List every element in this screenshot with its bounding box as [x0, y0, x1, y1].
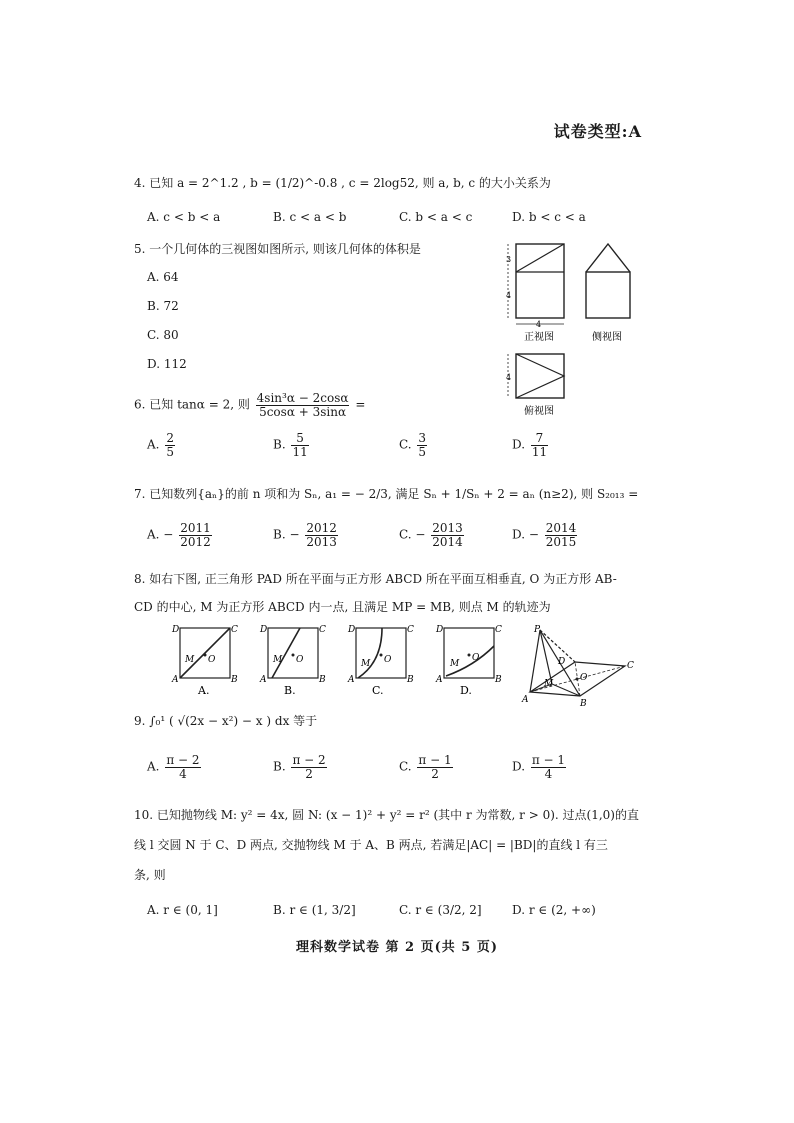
- q5-option-d: D. 112: [147, 357, 187, 371]
- q9-option-b-label: B.: [273, 759, 286, 774]
- q6-option-b-label: B.: [273, 437, 286, 452]
- fig-a-a: A: [172, 675, 179, 685]
- q6-fraction: [256, 392, 350, 418]
- q8-fig-b-label: B.: [284, 684, 296, 697]
- q9-stem: 9. ∫₀¹ ( √(2x − x²) − x ) dx 等于: [134, 714, 318, 728]
- q9-option-c: [399, 754, 455, 780]
- side-view-label: 侧视图: [592, 332, 622, 343]
- fig3d-m: M: [544, 679, 554, 689]
- fig3d-d: D: [558, 657, 566, 667]
- q4-option-c: C. b < a < c: [399, 210, 473, 224]
- q10-option-c: C. r ∈ (3/2, 2]: [399, 903, 482, 917]
- q10-option-b: B. r ∈ (1, 3/2]: [273, 903, 356, 917]
- q4-option-b: B. c < a < b: [273, 210, 347, 224]
- fig-c-b: B: [407, 675, 414, 685]
- fig-d-a: A: [436, 675, 443, 685]
- q7-c-num: 2013: [432, 521, 463, 535]
- q7-option-b: [273, 522, 340, 548]
- q7-option-d-label: D. −: [512, 527, 539, 542]
- q6-option-d-label: D.: [512, 437, 526, 452]
- q5-option-c: C. 80: [147, 328, 179, 342]
- q6-c-den: 5: [418, 444, 427, 459]
- q9-c-num: π − 1: [418, 753, 452, 767]
- q6-option-a: [147, 432, 177, 458]
- fig3d-o: O: [580, 673, 588, 683]
- q8-fig-a: [171, 625, 238, 685]
- front-view-label: 正视图: [524, 332, 554, 343]
- q7-option-a-label: A. −: [147, 527, 174, 542]
- q6-denominator: 5cosα + 3sinα: [259, 404, 347, 419]
- q9-a-num: π − 2: [166, 753, 200, 767]
- fig-b-o: O: [296, 655, 304, 665]
- q4-option-a: A. c < b < a: [147, 210, 221, 224]
- q6-option-d: [512, 432, 550, 458]
- q6-d-num: 7: [531, 432, 548, 446]
- fig-b-b: B: [319, 675, 326, 685]
- q7-stem: 7. 已知数列{aₙ}的前 n 项和为 Sₙ, a₁ = − 2/3, 满足 Sₙ + 1/Sₙ + 2 = aₙ (n≥2), 则 S₂₀₁₃ =: [134, 487, 639, 501]
- q9-a-den: 4: [179, 766, 187, 781]
- fig-c-o: O: [384, 655, 392, 665]
- q7-option-a: [147, 522, 214, 548]
- q6-b-num: 5: [291, 432, 308, 446]
- q7-d-num: 2014: [545, 521, 577, 535]
- fig-d-c: C: [495, 625, 502, 635]
- q10-line2: 线 l 交圆 N 于 C、D 两点, 交抛物线 M 于 A、B 两点, 若满足|AC| = |BD|的直线 l 有三: [134, 838, 608, 852]
- q10-option-d: D. r ∈ (2, +∞): [512, 903, 596, 917]
- q5-option-a: A. 64: [147, 270, 179, 284]
- fig-a-o: O: [208, 655, 216, 665]
- q9-b-num: π − 2: [292, 753, 326, 767]
- q10-line1: 10. 已知抛物线 M: y² = 4x, 圆 N: (x − 1)² + y² = r² (其中 r 为常数, r > 0). 过点(1,0)的直: [134, 808, 639, 822]
- fig-a-c: C: [231, 625, 238, 635]
- q7-option-d: [512, 522, 579, 548]
- q5-option-b: B. 72: [147, 299, 179, 313]
- q8-line1: 8. 如右下图, 正三角形 PAD 所在平面与正方形 ABCD 所在平面互相垂直, O 为正方形 AB-: [134, 572, 617, 586]
- fig3d-c: C: [627, 661, 634, 671]
- q4-option-d: D. b < c < a: [512, 210, 586, 224]
- q6-b-den: 11: [292, 444, 308, 459]
- q8-fig-c-label: C.: [372, 684, 384, 697]
- q6-option-a-label: A.: [147, 437, 160, 452]
- side-view: [586, 244, 630, 318]
- q6-option-c: [399, 432, 429, 458]
- q8-3d-figure: [521, 625, 634, 709]
- fig3d-b: B: [580, 699, 587, 709]
- q8-fig-c: [347, 625, 414, 685]
- top-view-label: 俯视图: [524, 406, 554, 417]
- fig-b-c: C: [319, 625, 326, 635]
- q6-prefix: 6. 已知 tanα = 2, 则: [134, 397, 250, 412]
- dim-3: 3: [506, 255, 512, 264]
- q10-option-a: A. r ∈ (0, 1]: [147, 903, 218, 917]
- fig-d-m: M: [450, 659, 460, 669]
- fig3d-p: P: [534, 625, 541, 635]
- q6-suffix: =: [355, 397, 366, 412]
- q7-option-c: [399, 522, 466, 548]
- q9-option-b: [273, 754, 329, 780]
- q7-c-den: 2014: [432, 534, 463, 549]
- q8-fig-a-label: A.: [198, 684, 210, 697]
- q8-fig-b: [259, 625, 326, 685]
- q4-stem: 4. 已知 a = 2^1.2 , b = (1/2)^-0.8 , c = 2log52, 则 a, b, c 的大小关系为: [134, 176, 551, 190]
- q6-option-b: [273, 432, 311, 458]
- front-view: [508, 244, 564, 324]
- top-view: [508, 354, 564, 398]
- fig-b-a: A: [260, 675, 267, 685]
- q6-a-num: 2: [166, 431, 174, 445]
- fig-c-a: A: [348, 675, 355, 685]
- fig-d-b: B: [495, 675, 502, 685]
- fig-a-d: D: [172, 625, 180, 635]
- dim-4-front-width: 4: [536, 320, 542, 329]
- fig-a-m: M: [185, 655, 195, 665]
- q7-option-c-label: C. −: [399, 527, 426, 542]
- fig-b-m: M: [273, 655, 283, 665]
- q9-option-d-label: D.: [512, 759, 526, 774]
- q7-a-num: 2011: [180, 521, 211, 535]
- fig-c-m: M: [361, 659, 371, 669]
- q8-line2: CD 的中心, M 为正方形 ABCD 内一点, 且满足 MP = MB, 则点 M 的轨迹为: [134, 600, 551, 614]
- dim-4-top: 4: [506, 373, 512, 382]
- q6-c-num: 3: [418, 431, 427, 445]
- q8-fig-d: [435, 625, 502, 685]
- q9-b-den: 2: [305, 766, 313, 781]
- q9-c-den: 2: [431, 766, 439, 781]
- q9-option-a: [147, 754, 203, 780]
- q8-figures: [160, 622, 650, 714]
- q6-stem: [134, 392, 365, 418]
- page-footer: 理科数学试卷 第 2 页(共 5 页): [295, 940, 499, 955]
- fig-d-d: D: [436, 625, 444, 635]
- q8-fig-d-label: D.: [460, 684, 472, 697]
- exam-type-label: 试卷类型:A: [553, 122, 642, 141]
- q5-stem: 5. 一个几何体的三视图如图所示, 则该几何体的体积是: [134, 242, 421, 256]
- q5-three-view-figure: [496, 234, 636, 420]
- q9-option-a-label: A.: [147, 759, 160, 774]
- fig3d-a: A: [522, 695, 529, 705]
- fig-c-d: D: [348, 625, 356, 635]
- q9-option-c-label: C.: [399, 759, 412, 774]
- q7-a-den: 2012: [180, 534, 211, 549]
- q6-a-den: 5: [166, 444, 174, 459]
- q6-numerator: 4sin³α − 2cosα: [256, 391, 349, 405]
- dim-4-front-height: 4: [506, 291, 512, 300]
- fig-b-d: D: [260, 625, 268, 635]
- q9-option-d: [512, 754, 568, 780]
- q10-line3: 条, 则: [134, 868, 166, 882]
- q7-b-num: 2012: [306, 521, 337, 535]
- q6-option-c-label: C.: [399, 437, 412, 452]
- q7-d-den: 2015: [545, 534, 577, 549]
- fig-a-b: B: [231, 675, 238, 685]
- q6-d-den: 11: [531, 444, 548, 459]
- q9-d-den: 4: [544, 766, 553, 781]
- q9-d-num: π − 1: [531, 753, 566, 767]
- q7-b-den: 2013: [306, 534, 337, 549]
- fig-c-c: C: [407, 625, 414, 635]
- q7-option-b-label: B. −: [273, 527, 300, 542]
- fig-d-o: O: [472, 653, 480, 663]
